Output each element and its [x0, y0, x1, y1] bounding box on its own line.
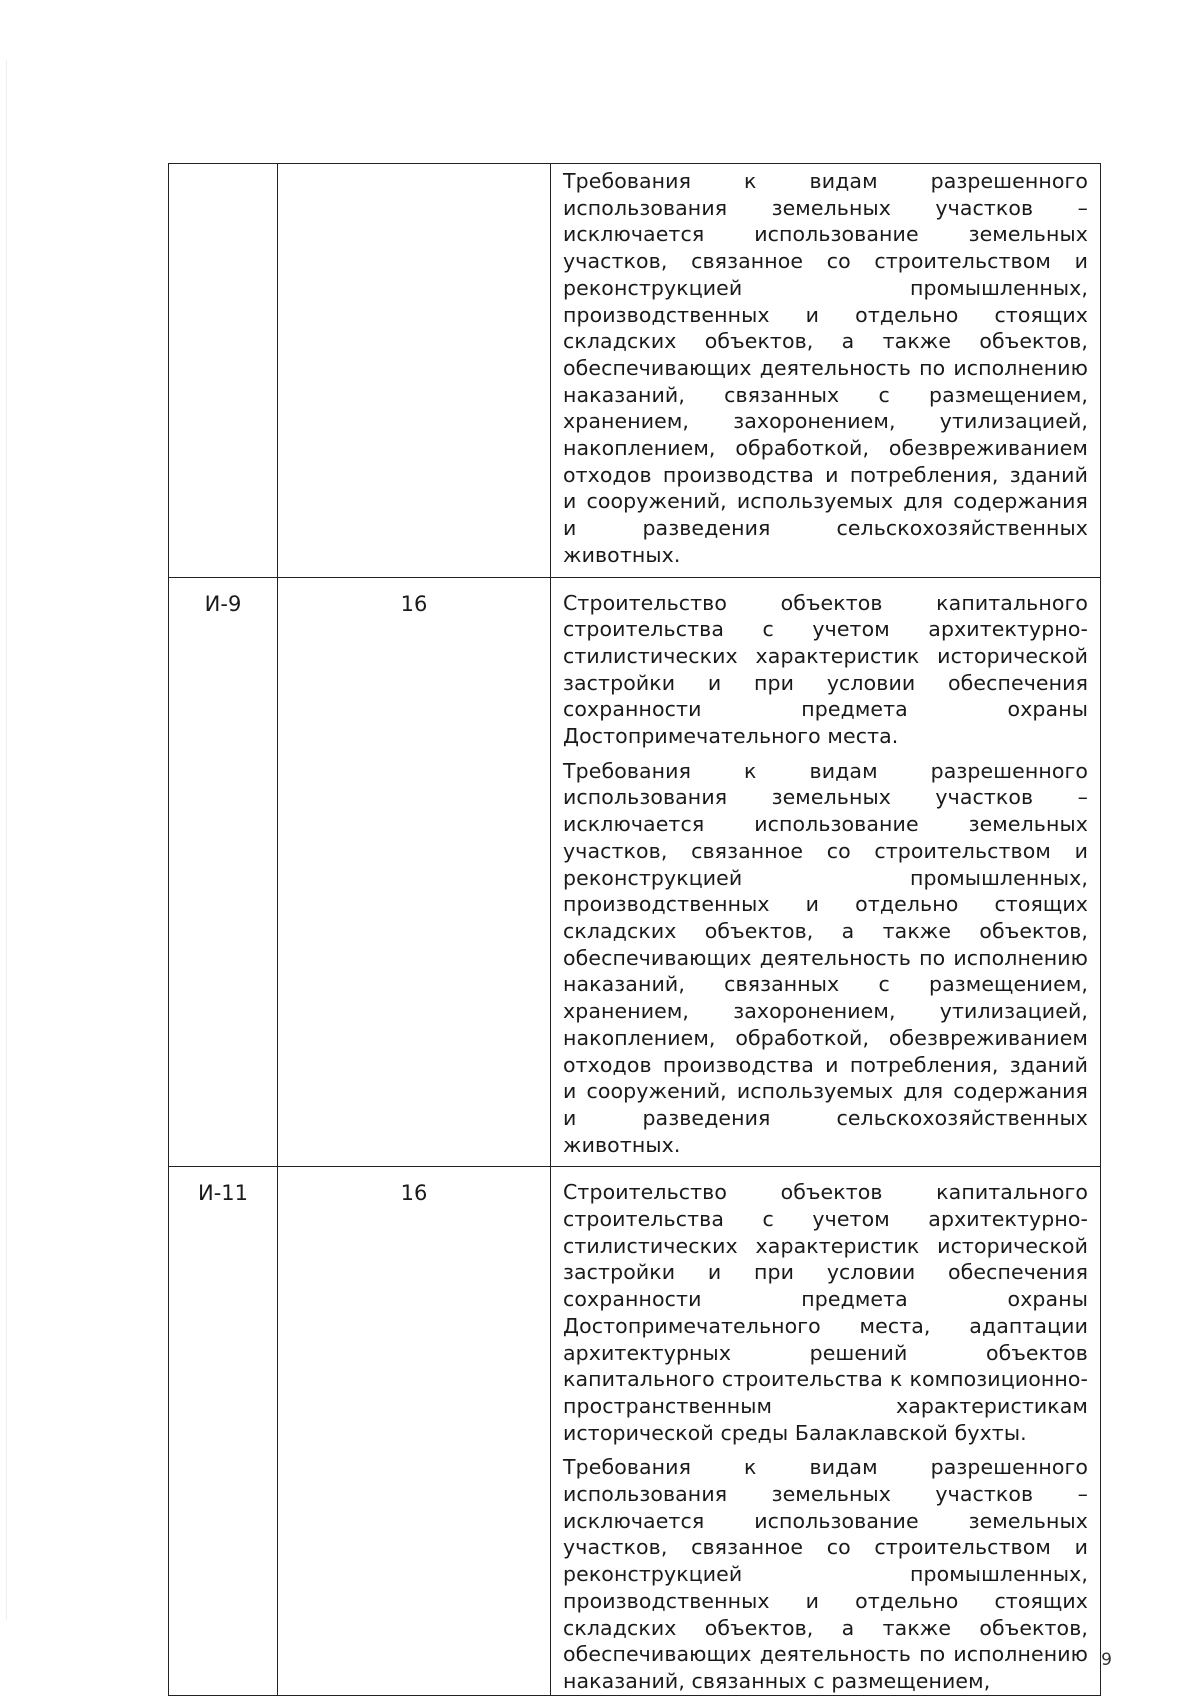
requirement-paragraph: Строительство объектов капитального строительства с учетом архитектурно-стилистических характеристик исторической застройки и при условии обеспечения сохранности предмета охраны Достопримечательного места, адаптации архитектурных решений объектов капитального строительства к композиционно-пространственным характеристикам исторической среды Балаклавской бухты. [563, 1180, 1088, 1445]
requirement-paragraph: Строительство объектов капитального строительства с учетом архитектурно-стилистических характеристик исторической застройки и при условии обеспечения сохранности предмета охраны Достопримечательного места. [563, 590, 1088, 749]
requirements-cell [551, 577, 1101, 1167]
requirement-paragraph: Требования к видам разрешенного использования земельных участков – исключается использование земельных участков, связанное со строительством и реконструкцией промышленных, производственных и отдельно стоящих складских объектов, а также объектов, обеспечивающих деятельность по исполнению наказаний, связанных с размещением, хранением, захоронением, утилизацией, накоплением, обработкой, обезвреживанием отходов производства и потребления, зданий и сооружений, используемых для содержания и разведения сельскохозяйственных животных. [563, 169, 1088, 567]
height-cell: 16 [278, 1167, 551, 1695]
table-row [169, 1167, 1101, 1695]
zone-cell: И-9 [169, 577, 278, 1167]
requirements-cell [551, 164, 1101, 578]
requirement-paragraph: Требования к видам разрешенного использования земельных участков – исключается использование земельных участков, связанное со строительством и реконструкцией промышленных, производственных и отдельно стоящих складских объектов, а также объектов, обеспечивающих деятельность по исполнению наказаний, связанных с размещением, хранением, захоронением, утилизацией, накоплением, обработкой, обезвреживанием отходов производства и потребления, зданий и сооружений, используемых для содержания и разведения сельскохозяйственных животных. [563, 758, 1088, 1157]
page-number: 9 [1101, 1650, 1112, 1670]
zone-cell: И-11 [169, 1167, 278, 1695]
height-cell: 16 [278, 577, 551, 1167]
height-cell [278, 164, 551, 578]
table-row [169, 164, 1101, 578]
scan-edge-line [6, 60, 7, 1620]
requirement-paragraph: Требования к видам разрешенного использования земельных участков – исключается использование земельных участков, связанное со строительством и реконструкцией промышленных, производственных и отдельно стоящих складских объектов, а также объектов, обеспечивающих деятельность по исполнению наказаний, связанных с размещением, [563, 1455, 1088, 1693]
requirements-cell [551, 1167, 1101, 1695]
table-row [169, 577, 1101, 1167]
zone-requirements-table [168, 163, 1101, 1696]
zone-cell [169, 164, 278, 578]
